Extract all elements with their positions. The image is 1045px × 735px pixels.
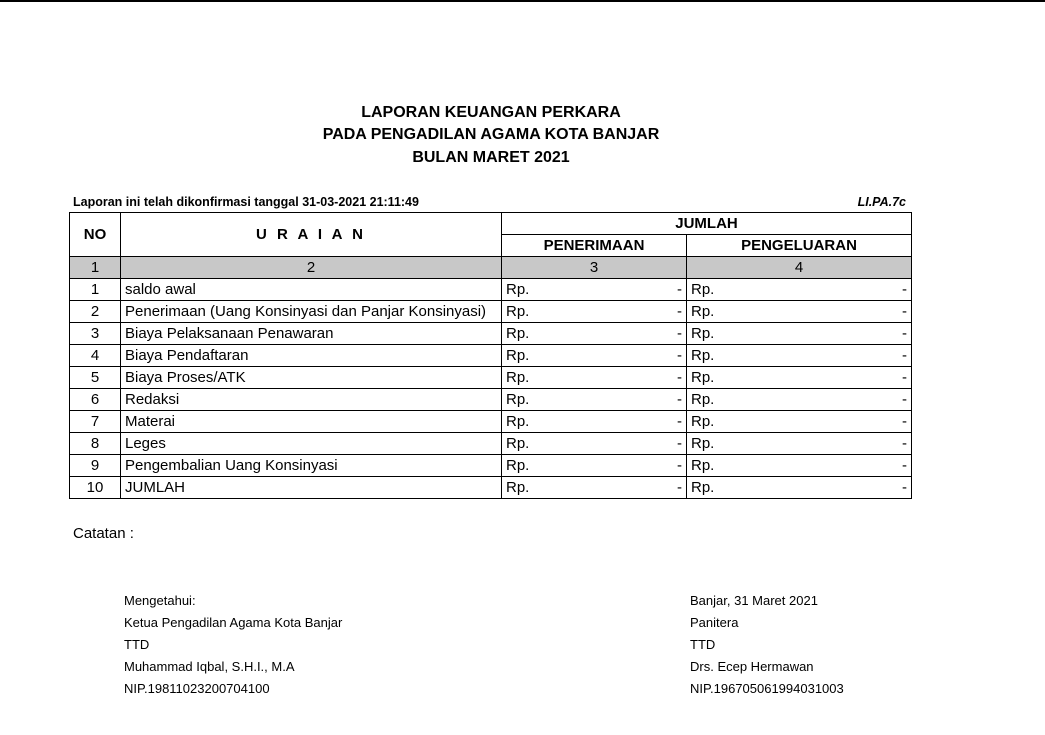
amount-value: -	[902, 346, 907, 364]
amount-value: -	[677, 478, 682, 496]
row-no: 4	[70, 345, 121, 367]
financial-report-table	[69, 212, 912, 499]
signature-block-left	[124, 590, 342, 700]
amount-value: -	[902, 280, 907, 298]
row-no: 3	[70, 323, 121, 345]
amount-value: -	[677, 456, 682, 474]
row-uraian: Materai	[121, 411, 502, 433]
row-no: 7	[70, 411, 121, 433]
row-pengeluaran	[687, 367, 912, 389]
table-row	[70, 345, 912, 367]
row-penerimaan	[502, 367, 687, 389]
row-pengeluaran	[687, 477, 912, 499]
report-title-line3: BULAN MARET 2021	[412, 149, 570, 166]
table-row	[70, 323, 912, 345]
sig-right-line3: TTD	[690, 637, 716, 652]
currency-label: Rp.	[691, 390, 715, 408]
amount-value: -	[902, 456, 907, 474]
amount-value: -	[902, 390, 907, 408]
row-penerimaan	[502, 279, 687, 301]
signature-block-right	[690, 590, 844, 700]
row-pengeluaran	[687, 389, 912, 411]
confirmation-text: Laporan ini telah dikonfirmasi tanggal 31-03-2021 21:11:49	[73, 195, 419, 209]
row-pengeluaran	[687, 301, 912, 323]
row-penerimaan	[502, 389, 687, 411]
currency-label: Rp.	[506, 434, 530, 452]
column-index-cell: 1	[70, 257, 121, 279]
currency-label: Rp.	[506, 412, 530, 430]
header-penerimaan: PENERIMAAN	[502, 235, 687, 257]
row-pengeluaran	[687, 411, 912, 433]
currency-label: Rp.	[506, 280, 530, 298]
amount-value: -	[677, 412, 682, 430]
column-index-cell: 4	[687, 257, 912, 279]
row-penerimaan	[502, 433, 687, 455]
row-pengeluaran	[687, 323, 912, 345]
sig-right-line2: Panitera	[690, 615, 739, 630]
row-uraian: Leges	[121, 433, 502, 455]
currency-label: Rp.	[691, 302, 715, 320]
amount-value: -	[677, 346, 682, 364]
currency-label: Rp.	[691, 346, 715, 364]
amount-value: -	[677, 280, 682, 298]
row-pengeluaran	[687, 345, 912, 367]
row-penerimaan	[502, 345, 687, 367]
currency-label: Rp.	[506, 368, 530, 386]
currency-label: Rp.	[691, 324, 715, 342]
currency-label: Rp.	[691, 434, 715, 452]
amount-value: -	[677, 390, 682, 408]
row-uraian: Biaya Proses/ATK	[121, 367, 502, 389]
row-penerimaan	[502, 455, 687, 477]
amount-value: -	[902, 412, 907, 430]
row-no: 1	[70, 279, 121, 301]
currency-label: Rp.	[506, 478, 530, 496]
header-pengeluaran: PENGELUARAN	[687, 235, 912, 257]
amount-value: -	[902, 324, 907, 342]
currency-label: Rp.	[691, 456, 715, 474]
table-row	[70, 367, 912, 389]
sig-left-line4: Muhammad Iqbal, S.H.I., M.A	[124, 659, 295, 674]
header-uraian: U R A I A N	[121, 213, 502, 257]
row-uraian: Penerimaan (Uang Konsinyasi dan Panjar Konsinyasi)	[121, 301, 502, 323]
row-penerimaan	[502, 477, 687, 499]
header-jumlah: JUMLAH	[502, 213, 912, 235]
currency-label: Rp.	[691, 368, 715, 386]
row-pengeluaran	[687, 455, 912, 477]
report-title-line2: PADA PENGADILAN AGAMA KOTA BANJAR	[322, 126, 660, 143]
row-penerimaan	[502, 323, 687, 345]
row-no: 10	[70, 477, 121, 499]
table-row	[70, 433, 912, 455]
currency-label: Rp.	[506, 390, 530, 408]
table-row	[70, 477, 912, 499]
sig-left-line1: Mengetahui:	[124, 593, 196, 608]
row-uraian: Redaksi	[121, 389, 502, 411]
table-row	[70, 279, 912, 301]
currency-label: Rp.	[506, 324, 530, 342]
amount-value: -	[902, 368, 907, 386]
amount-value: -	[677, 302, 682, 320]
sig-left-line3: TTD	[124, 637, 150, 652]
row-no: 5	[70, 367, 121, 389]
amount-value: -	[902, 434, 907, 452]
table-row	[70, 301, 912, 323]
row-uraian: Pengembalian Uang Konsinyasi	[121, 455, 502, 477]
column-index-row	[70, 257, 912, 279]
currency-label: Rp.	[506, 456, 530, 474]
table-row	[70, 455, 912, 477]
currency-label: Rp.	[506, 302, 530, 320]
top-border-line	[0, 0, 1045, 2]
amount-value: -	[677, 324, 682, 342]
row-penerimaan	[502, 411, 687, 433]
row-uraian: Biaya Pelaksanaan Penawaran	[121, 323, 502, 345]
currency-label: Rp.	[691, 478, 715, 496]
header-no: NO	[70, 213, 121, 257]
amount-value: -	[677, 368, 682, 386]
sig-left-line5: NIP.19811023200704100	[124, 681, 270, 696]
row-no: 9	[70, 455, 121, 477]
row-no: 8	[70, 433, 121, 455]
table-header-row	[70, 213, 912, 235]
sig-left-line2: Ketua Pengadilan Agama Kota Banjar	[124, 615, 343, 630]
report-code: LI.PA.7c	[857, 195, 906, 209]
sig-right-line5: NIP.196705061994031003	[690, 681, 844, 696]
row-pengeluaran	[687, 433, 912, 455]
note-label: Catatan :	[73, 525, 134, 542]
report-title-line1: LAPORAN KEUANGAN PERKARA	[361, 104, 621, 121]
row-uraian: Biaya Pendaftaran	[121, 345, 502, 367]
sig-right-line4: Drs. Ecep Hermawan	[690, 659, 814, 674]
currency-label: Rp.	[506, 346, 530, 364]
row-no: 6	[70, 389, 121, 411]
sig-right-line1: Banjar, 31 Maret 2021	[690, 593, 818, 608]
amount-value: -	[677, 434, 682, 452]
currency-label: Rp.	[691, 412, 715, 430]
table-row	[70, 389, 912, 411]
row-no: 2	[70, 301, 121, 323]
row-uraian: JUMLAH	[121, 477, 502, 499]
row-uraian: saldo awal	[121, 279, 502, 301]
amount-value: -	[902, 478, 907, 496]
column-index-cell: 3	[502, 257, 687, 279]
amount-value: -	[902, 302, 907, 320]
row-pengeluaran	[687, 279, 912, 301]
currency-label: Rp.	[691, 280, 715, 298]
column-index-cell: 2	[121, 257, 502, 279]
row-penerimaan	[502, 301, 687, 323]
table-row	[70, 411, 912, 433]
